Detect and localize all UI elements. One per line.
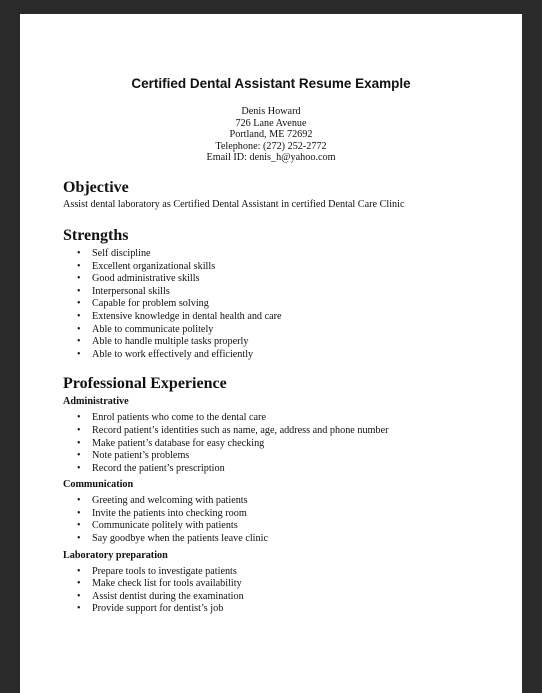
- bullet-icon: •: [77, 285, 81, 297]
- administrative-list: [63, 412, 522, 475]
- list-item: • Greeting and welcoming with patients: [77, 495, 248, 507]
- bullet-icon: •: [77, 578, 81, 590]
- contact-email: Email ID: denis_h@yahoo.com: [206, 152, 336, 164]
- list-item: • Able to handle multiple tasks properly: [77, 336, 249, 348]
- list-item: • Capable for problem solving: [77, 298, 209, 310]
- list-item: • Excellent organizational skills: [77, 260, 216, 272]
- list-item: • Record the patient’s prescription: [77, 462, 225, 474]
- bullet-icon: •: [77, 565, 81, 577]
- list-item: • Make check list for tools availability: [77, 578, 242, 590]
- objective-heading: Objective: [63, 178, 129, 196]
- bullet-icon: •: [77, 323, 81, 335]
- bullet-icon: •: [77, 590, 81, 602]
- list-item: • Make patient’s database for easy checking: [77, 437, 265, 449]
- list-item: • Interpersonal skills: [77, 285, 170, 297]
- list-item: • Enrol patients who come to the dental care: [77, 412, 266, 424]
- bullet-icon: •: [77, 462, 81, 474]
- experience-section-title-administrative: Administrative: [63, 396, 129, 408]
- bullet-icon: •: [77, 247, 81, 259]
- list-item: • Good administrative skills: [77, 273, 200, 285]
- bullet-icon: •: [77, 520, 81, 532]
- communication-list: [63, 495, 522, 545]
- bullet-icon: •: [77, 437, 81, 449]
- bullet-icon: •: [77, 298, 81, 310]
- bullet-icon: •: [77, 348, 81, 360]
- contact-name: Denis Howard: [241, 106, 301, 117]
- experience-section-title-laboratory: Laboratory preparation: [63, 549, 168, 561]
- bullet-icon: •: [77, 603, 81, 615]
- list-item: • Provide support for dentist’s job: [77, 603, 224, 615]
- bullet-icon: •: [77, 533, 81, 545]
- list-item: • Able to work effectively and efficiently: [77, 348, 254, 360]
- resume-page: [20, 14, 522, 693]
- list-item: • Say goodbye when the patients leave clinic: [77, 533, 268, 545]
- contact-city: Portland, ME 72692: [229, 129, 313, 141]
- list-item: • Note patient’s problems: [77, 450, 190, 462]
- strengths-list: [63, 248, 522, 361]
- list-item: • Assist dentist during the examination: [77, 590, 244, 602]
- strengths-heading: Strengths: [63, 226, 129, 244]
- experience-section-title-communication: Communication: [63, 479, 134, 491]
- bullet-icon: •: [77, 507, 81, 519]
- list-item: • Self discipline: [77, 247, 151, 259]
- bullet-icon: •: [77, 495, 81, 507]
- bullet-icon: •: [77, 260, 81, 272]
- document-title: Certified Dental Assistant Resume Example: [131, 76, 411, 91]
- bullet-icon: •: [77, 310, 81, 322]
- bullet-icon: •: [77, 336, 81, 348]
- list-item: • Prepare tools to investigate patients: [77, 565, 237, 577]
- laboratory-list: [63, 566, 522, 616]
- bullet-icon: •: [77, 450, 81, 462]
- contact-block: [20, 106, 522, 164]
- list-item: • Invite the patients into checking room: [77, 507, 247, 519]
- bullet-icon: •: [77, 273, 81, 285]
- list-item: • Able to communicate politely: [77, 323, 214, 335]
- contact-telephone: Telephone: (272) 252-2772: [215, 140, 327, 152]
- bullet-icon: •: [77, 412, 81, 424]
- list-item: • Extensive knowledge in dental health and care: [77, 310, 282, 322]
- objective-text: Assist dental laboratory as Certified Dental Assistant in certified Dental Care Clinic: [63, 198, 405, 210]
- list-item: • Record patient’s identities such as name, age, address and phone number: [77, 424, 389, 436]
- list-item: • Communicate politely with patients: [77, 520, 238, 532]
- contact-address: 726 Lane Avenue: [235, 117, 307, 129]
- experience-heading: Professional Experience: [63, 375, 227, 393]
- bullet-icon: •: [77, 424, 81, 436]
